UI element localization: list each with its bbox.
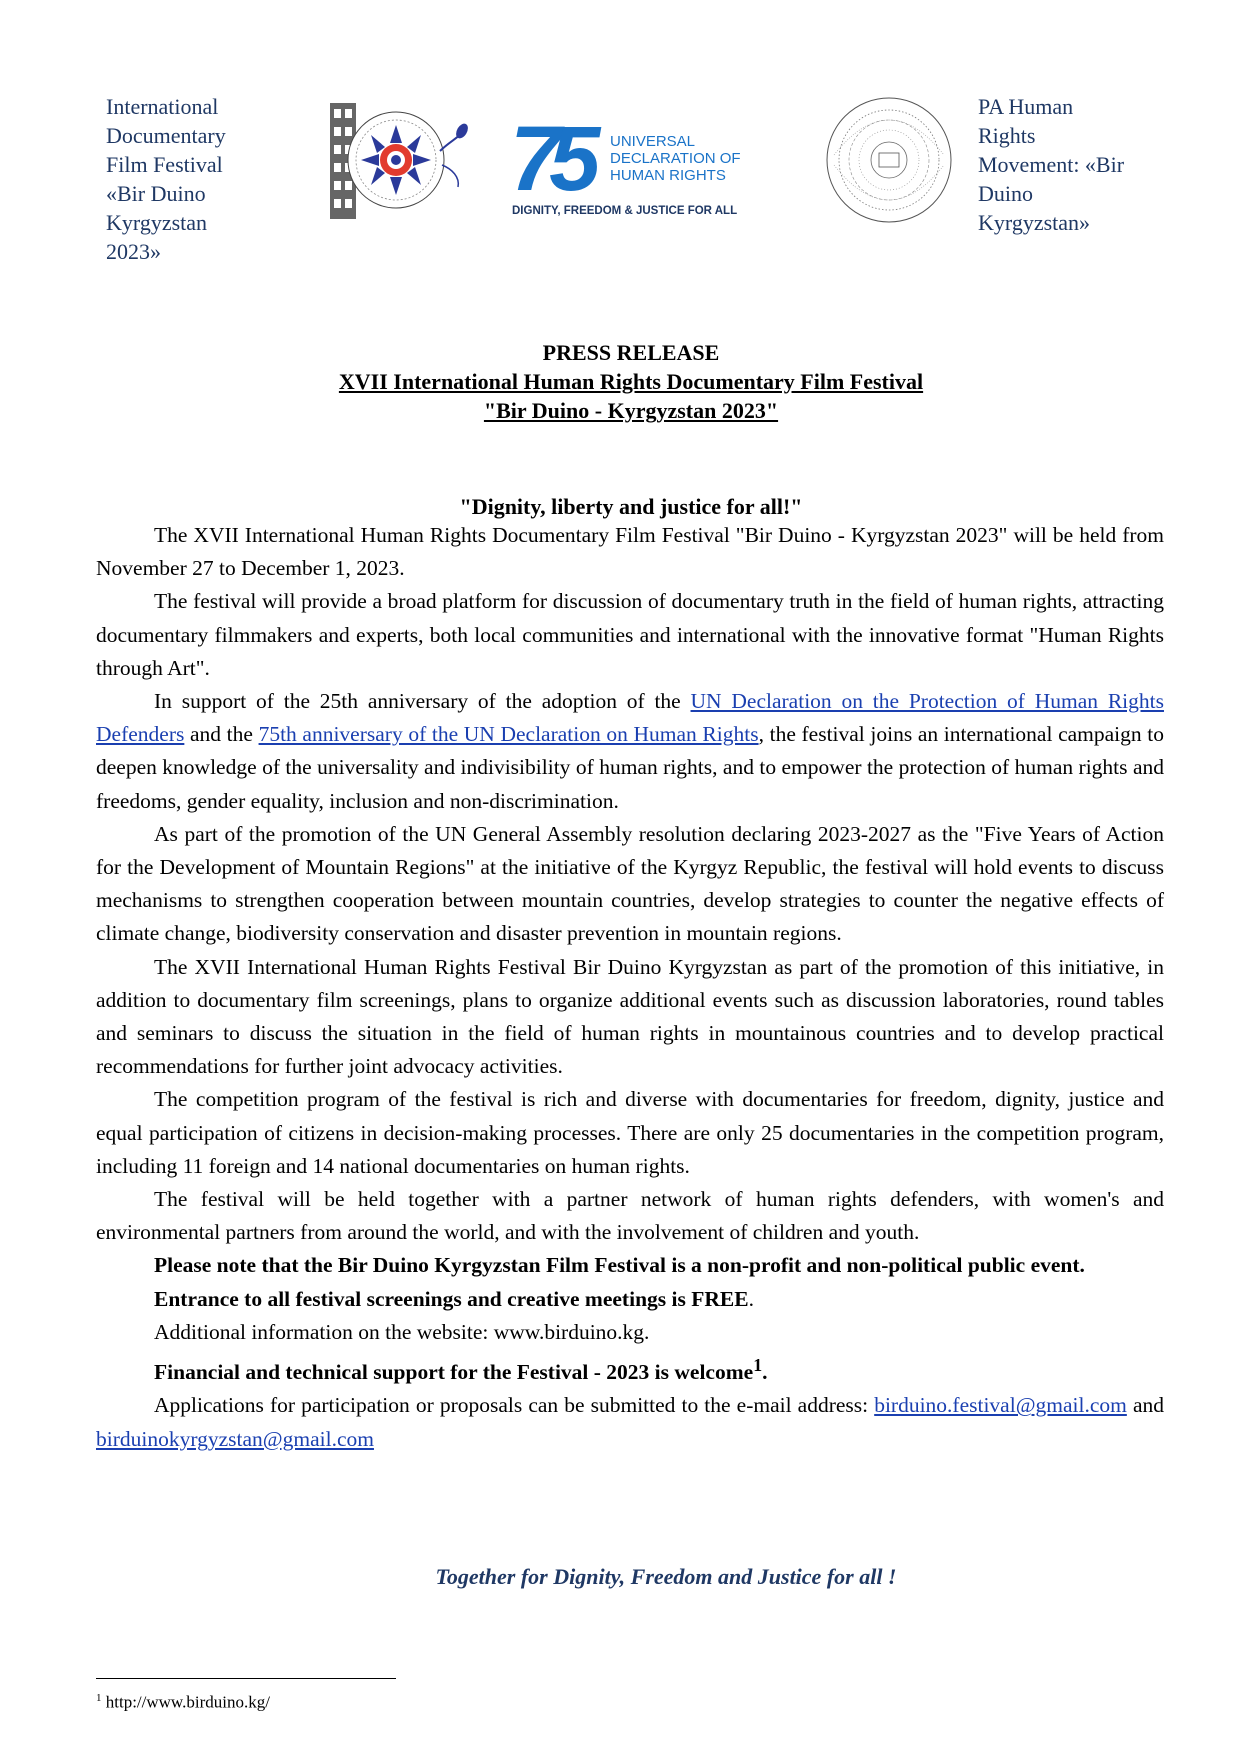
svg-text:75: 75 — [510, 112, 589, 210]
paragraph-website: Additional information on the website: www.birduino.kg. — [154, 1319, 650, 1344]
paragraph-platform: The festival will provide a broad platform for discussion of documentary truth in the field of human rights, attracting documentary filmmakers and experts, both local communities and international with the innovative format "Human Rights through Art". — [96, 589, 1164, 680]
paragraph-partners: The festival will be held together with a partner network of human rights defenders, with women's and environmental partners from around the world, and with the involvement of children and youth. — [96, 1187, 1164, 1245]
header-right-line: Kyrgyzstan» — [978, 210, 1091, 235]
link-un-declaration-defenders[interactable]: UN Declaration on the Protection of Human Rights Defenders — [96, 689, 1164, 747]
header-right-line: Duino — [978, 181, 1033, 206]
press-release-body — [96, 519, 1164, 1456]
svg-text:UNIVERSAL: UNIVERSAL — [610, 133, 696, 150]
udhr-75-logo — [510, 112, 770, 222]
header-left-organizer — [106, 92, 266, 266]
header-left-line: 2023» — [106, 239, 161, 264]
header-right-line: Movement: «Bir — [978, 152, 1125, 177]
header-left-line: Kyrgyzstan — [106, 210, 208, 235]
press-release-titles — [96, 338, 1166, 425]
press-release-heading: PRESS RELEASE — [542, 340, 720, 365]
motto-quote: "Dignity, liberty and justice for all!" — [459, 494, 803, 519]
bir-duino-seal — [824, 95, 954, 225]
header-right-line: Rights — [978, 123, 1036, 148]
festival-edition: "Bir Duino - Kyrgyzstan 2023" — [483, 398, 779, 423]
film-festival-logo — [330, 103, 480, 219]
email-link-kyrgyzstan[interactable]: birduinokyrgyzstan@gmail.com — [96, 1426, 374, 1451]
header-right-line: PA Human — [978, 94, 1074, 119]
paragraph-mountain-regions: As part of the promotion of the UN General Assembly resolution declaring 2023-2027 as the "Five Years of Action for the Development of Mountain Regions" at the initiative of the Kyrgyz Republic, the festival will hold events to discuss mechanisms to strengthen cooperation between mountain countries, develop strategies to counter the negative effects of climate change, biodiversity conservation and disaster prevention in mountain regions. — [96, 821, 1164, 946]
closing-slogan: Together for Dignity, Freedom and Justice for all ! — [435, 1564, 897, 1589]
header-left-line: «Bir Duino — [106, 181, 206, 206]
paragraph-non-profit: Please note that the Bir Duino Kyrgyzstan Film Festival is a non-profit and non-political public event. — [154, 1253, 1085, 1278]
paragraph-support: Financial and technical support for the Festival - 2023 is welcome$^1$. — [154, 1355, 768, 1385]
header-left-line: Film Festival — [106, 152, 223, 177]
svg-text:HUMAN RIGHTS: HUMAN RIGHTS — [610, 167, 726, 184]
header-left-line: Documentary — [106, 123, 226, 148]
footnote-divider — [96, 1678, 396, 1679]
footnote-ref[interactable]: 1 — [753, 1355, 763, 1376]
paragraph-events: The XVII International Human Rights Festival Bir Duino Kyrgyzstan as part of the promotion of this initiative, in addition to documentary film screenings, plans to organize additional events such as discussion laboratories, round tables and seminars to discuss the situation in the field of human rights in mountainous countries and to develop practical recommendations for further joint advocacy activities. — [96, 954, 1164, 1079]
paragraph-dates: The XVII International Human Rights Documentary Film Festival "Bir Duino - Kyrgyzstan 2023" will be held from November 27 to December 1, 2023. — [96, 523, 1164, 581]
svg-text:DECLARATION OF: DECLARATION OF — [610, 150, 741, 167]
paragraph-competition: The competition program of the festival is rich and diverse with documentaries for freedom, dignity, justice and equal participation of citizens in decision-making processes. There are only 25 documentaries in the competition program, including 11 foreign and 14 national documentaries on human rights. — [96, 1087, 1164, 1178]
paragraph-free-entrance: Entrance to all festival screenings and creative meetings is FREE. — [154, 1286, 754, 1311]
paragraph-anniversary: In support of the 25th anniversary of the adoption of the UN Declaration on the Protection of Human Rights Defenders and the 75th anniversary of the UN Declaration on Human Rights, the festival joins an international campaign to deepen knowledge of the universality and indivisibility of human rights, and to empower the protection of human rights and freedoms, gender equality, inclusion and non-discrimination. — [96, 689, 1165, 813]
svg-text:DIGNITY, FREEDOM & JUSTICE FOR: DIGNITY, FREEDOM & JUSTICE FOR ALL — [512, 205, 738, 217]
paragraph-applications: Applications for participation or proposals can be submitted to the e-mail address: birduino.festival@gmail.com and birduinokyrgyzstan@gmail.com — [96, 1393, 1164, 1451]
footnote: $^1$ http://www.birduino.kg/ — [96, 1692, 270, 1712]
header-right-organizer — [978, 92, 1168, 237]
header-left-line: International — [106, 94, 219, 119]
link-udhr-75th[interactable]: 75th anniversary of the UN Declaration on Human Rights — [258, 722, 759, 747]
email-link-festival[interactable]: birduino.festival@gmail.com — [874, 1393, 1127, 1418]
festival-title: XVII International Human Rights Documentary Film Festival — [338, 369, 924, 394]
